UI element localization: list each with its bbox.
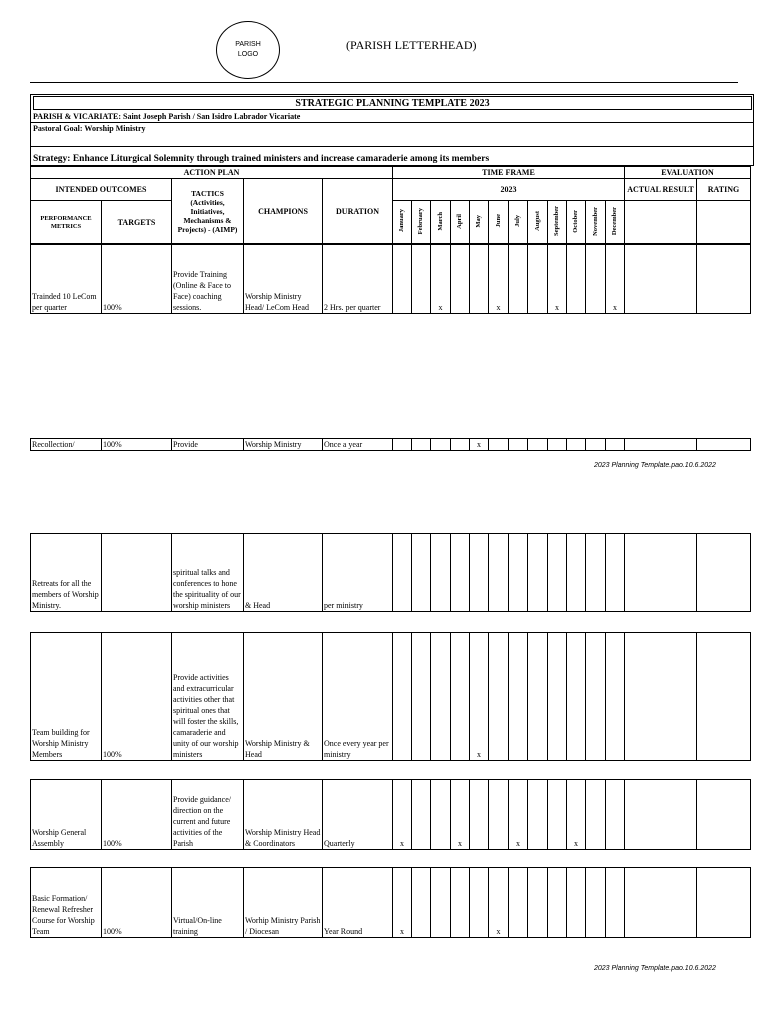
month-label: July xyxy=(514,215,521,227)
month-mark-cell xyxy=(431,780,451,850)
month-mark-cell: x xyxy=(509,780,528,850)
target-cell: 100% xyxy=(102,633,172,761)
month-mark-cell xyxy=(606,439,625,451)
champion-cell: Worship Ministry & Head xyxy=(244,633,323,761)
rating-cell xyxy=(697,534,751,612)
month-mark-cell xyxy=(489,633,509,761)
actual-result-cell xyxy=(625,780,697,850)
month-mark-cell xyxy=(528,244,548,314)
month-mark-cell: x xyxy=(393,780,412,850)
rating-cell xyxy=(697,439,751,451)
duration-cell: Quarterly xyxy=(323,780,393,850)
month-mark-cell xyxy=(489,780,509,850)
month-mark-cell xyxy=(586,439,606,451)
footer-text: 2023 Planning Template.pao.10.6.2022 xyxy=(594,965,716,972)
month-header xyxy=(528,201,548,245)
table-row xyxy=(30,533,751,612)
tactic-cell: spiritual talks and conferences to hone the spirituality of our worship ministers xyxy=(172,534,244,612)
logo-line2: LOGO xyxy=(237,51,259,58)
month-mark-cell xyxy=(412,534,431,612)
tactics-header: TACTICS (Activities, Initiatives, Mechanisms & Projects) - (AIMP) xyxy=(172,179,244,245)
target-cell: 100% xyxy=(102,868,172,938)
month-mark-cell xyxy=(470,868,489,938)
month-mark-cell xyxy=(509,868,528,938)
month-label: March xyxy=(436,211,444,231)
target-cell: 100% xyxy=(102,439,172,451)
tactic-cell: Provide Training (Online & Face to Face) coaching sessions. xyxy=(172,244,244,314)
month-mark-cell xyxy=(548,439,567,451)
header-table xyxy=(30,166,751,245)
month-mark-cell: x xyxy=(451,780,470,850)
header-rule xyxy=(30,82,738,83)
month-mark-cell xyxy=(431,868,451,938)
month-mark-cell xyxy=(470,780,489,850)
rating-cell xyxy=(697,201,751,245)
month-mark-cell: x xyxy=(489,868,509,938)
month-header xyxy=(431,201,451,245)
tactic-cell: Provide xyxy=(172,439,244,451)
metric-cell: Basic Formation/ Renewal Refresher Course for Worship Team xyxy=(31,868,102,938)
target-cell xyxy=(102,534,172,612)
actual-result-cell xyxy=(625,633,697,761)
month-mark-cell: x xyxy=(431,244,451,314)
table-row xyxy=(30,243,751,314)
month-mark-cell xyxy=(528,868,548,938)
month-mark-cell xyxy=(586,244,606,314)
actual-result-cell xyxy=(625,534,697,612)
time-frame-header: TIME FRAME xyxy=(393,167,625,179)
month-mark-cell: x xyxy=(548,244,567,314)
rating-cell xyxy=(697,868,751,938)
month-mark-cell xyxy=(412,633,431,761)
parish-vicariate-line: PARISH & VICARIATE: Saint Joseph Parish / San Isidro Labrador Vicariate xyxy=(33,112,301,121)
month-mark-cell xyxy=(528,780,548,850)
month-mark-cell xyxy=(393,633,412,761)
actual-result-cell xyxy=(625,868,697,938)
month-mark-cell xyxy=(567,439,586,451)
month-label: November xyxy=(591,206,599,236)
intended-outcomes-header: INTENDED OUTCOMES xyxy=(31,179,172,201)
performance-metrics-header: PERFORMANCE METRICS xyxy=(31,201,102,245)
month-mark-cell xyxy=(528,439,548,451)
champion-cell: Worship Ministry Head/ LeCom Head xyxy=(244,244,323,314)
month-mark-cell xyxy=(548,633,567,761)
month-mark-cell xyxy=(528,534,548,612)
champion-cell: & Head xyxy=(244,534,323,612)
actual-result-cell xyxy=(625,201,697,245)
month-mark-cell xyxy=(393,244,412,314)
month-header xyxy=(606,201,625,245)
month-mark-cell xyxy=(412,780,431,850)
pastoral-goal-line: Pastoral Goal: Worship Ministry xyxy=(33,124,146,133)
month-mark-cell xyxy=(567,534,586,612)
table-row xyxy=(30,867,751,938)
rating-cell xyxy=(697,633,751,761)
metric-cell: Recollection/ xyxy=(31,439,102,451)
month-label: February xyxy=(417,207,424,235)
table-row xyxy=(30,438,751,451)
month-mark-cell xyxy=(509,534,528,612)
metric-cell: Retreats for all the members of Worship Ministry. xyxy=(31,534,102,612)
month-mark-cell xyxy=(393,534,412,612)
month-header xyxy=(509,201,528,245)
champion-cell: Worhip Ministry Parish / Diocesan xyxy=(244,868,323,938)
month-header xyxy=(567,201,586,245)
action-plan-header: ACTION PLAN xyxy=(31,167,393,179)
month-mark-cell xyxy=(451,244,470,314)
duration-cell: 2 Hrs. per quarter xyxy=(323,244,393,314)
table-row xyxy=(30,779,751,850)
divider xyxy=(30,146,754,147)
month-mark-cell: x xyxy=(470,633,489,761)
month-header xyxy=(470,201,489,245)
month-mark-cell xyxy=(567,633,586,761)
month-label: October xyxy=(572,209,579,233)
month-mark-cell xyxy=(509,439,528,451)
actual-result-header: ACTUAL RESULT xyxy=(625,179,697,201)
month-mark-cell xyxy=(567,244,586,314)
month-label: September xyxy=(553,206,560,236)
month-mark-cell xyxy=(451,439,470,451)
month-mark-cell xyxy=(606,633,625,761)
rating-cell xyxy=(697,780,751,850)
duration-cell: Year Round xyxy=(323,868,393,938)
year-header: 2023 xyxy=(393,179,625,201)
letterhead: (PARISH LETTERHEAD) xyxy=(346,38,477,52)
tactic-cell: Provide activities and extracurricular activities other that spiritual ones that will foster the skills, camaraderie and unity of our worship ministers xyxy=(172,633,244,761)
month-header xyxy=(393,201,412,245)
month-label: August xyxy=(533,211,541,231)
month-mark-cell xyxy=(509,633,528,761)
month-mark-cell xyxy=(489,534,509,612)
month-mark-cell xyxy=(548,780,567,850)
month-header xyxy=(489,201,509,245)
metric-cell: Team building for Worship Ministry Members xyxy=(31,633,102,761)
month-mark-cell xyxy=(548,534,567,612)
template-title: STRATEGIC PLANNING TEMPLATE 2023 xyxy=(33,96,752,110)
targets-header: TARGETS xyxy=(102,201,172,245)
month-label: May xyxy=(475,214,482,228)
champions-header: CHAMPIONS xyxy=(244,179,323,245)
target-cell: 100% xyxy=(102,780,172,850)
duration-header: DURATION xyxy=(323,179,393,245)
rating-cell xyxy=(697,244,751,314)
strategy-line: Strategy: Enhance Liturgical Solemnity through trained ministers and increase camaraderie among its members xyxy=(33,154,490,164)
month-mark-cell xyxy=(451,633,470,761)
metric-cell: Worship General Assembly xyxy=(31,780,102,850)
month-mark-cell xyxy=(470,244,489,314)
logo-line1: PARISH xyxy=(235,41,261,48)
duration-cell: Once every year per ministry xyxy=(323,633,393,761)
month-label: April xyxy=(456,213,463,229)
tactic-cell: Provide guidance/ direction on the current and future activities of the Parish xyxy=(172,780,244,850)
month-label: January xyxy=(398,209,405,233)
month-mark-cell xyxy=(412,439,431,451)
month-mark-cell: x xyxy=(606,244,625,314)
month-mark-cell xyxy=(431,633,451,761)
actual-result-cell xyxy=(625,244,697,314)
target-cell: 100% xyxy=(102,244,172,314)
metric-cell: Trainded 10 LeCom per quarter xyxy=(31,244,102,314)
month-label: December xyxy=(611,206,618,236)
month-mark-cell xyxy=(606,534,625,612)
parish-logo xyxy=(216,21,280,79)
evaluation-header: EVALUATION xyxy=(625,167,751,179)
month-mark-cell xyxy=(451,534,470,612)
footer-text: 2023 Planning Template.pao.10.6.2022 xyxy=(594,462,716,469)
month-mark-cell xyxy=(412,868,431,938)
month-mark-cell xyxy=(431,439,451,451)
duration-cell: Once a year xyxy=(323,439,393,451)
duration-cell: per ministry xyxy=(323,534,393,612)
month-header xyxy=(451,201,470,245)
month-mark-cell xyxy=(586,534,606,612)
table-row xyxy=(30,632,751,761)
month-header xyxy=(586,201,606,245)
actual-result-cell xyxy=(625,439,697,451)
month-mark-cell xyxy=(606,780,625,850)
month-mark-cell: x xyxy=(393,868,412,938)
month-mark-cell xyxy=(548,868,567,938)
month-header xyxy=(548,201,567,245)
month-mark-cell: x xyxy=(470,439,489,451)
month-mark-cell: x xyxy=(567,780,586,850)
month-mark-cell xyxy=(528,633,548,761)
month-mark-cell xyxy=(509,244,528,314)
month-mark-cell xyxy=(393,439,412,451)
month-mark-cell xyxy=(586,633,606,761)
month-label: June xyxy=(494,214,502,228)
month-mark-cell xyxy=(412,244,431,314)
month-mark-cell xyxy=(567,868,586,938)
month-mark-cell xyxy=(586,780,606,850)
tactic-cell: Virtual/On-line training xyxy=(172,868,244,938)
champion-cell: Worship Ministry xyxy=(244,439,323,451)
month-mark-cell xyxy=(606,868,625,938)
month-header xyxy=(412,201,431,245)
month-mark-cell xyxy=(586,868,606,938)
rating-header: RATING xyxy=(697,179,751,201)
month-mark-cell xyxy=(431,534,451,612)
month-mark-cell xyxy=(489,439,509,451)
month-mark-cell xyxy=(451,868,470,938)
champion-cell: Worship Ministry Head & Coordinators xyxy=(244,780,323,850)
month-mark-cell xyxy=(470,534,489,612)
month-mark-cell: x xyxy=(489,244,509,314)
